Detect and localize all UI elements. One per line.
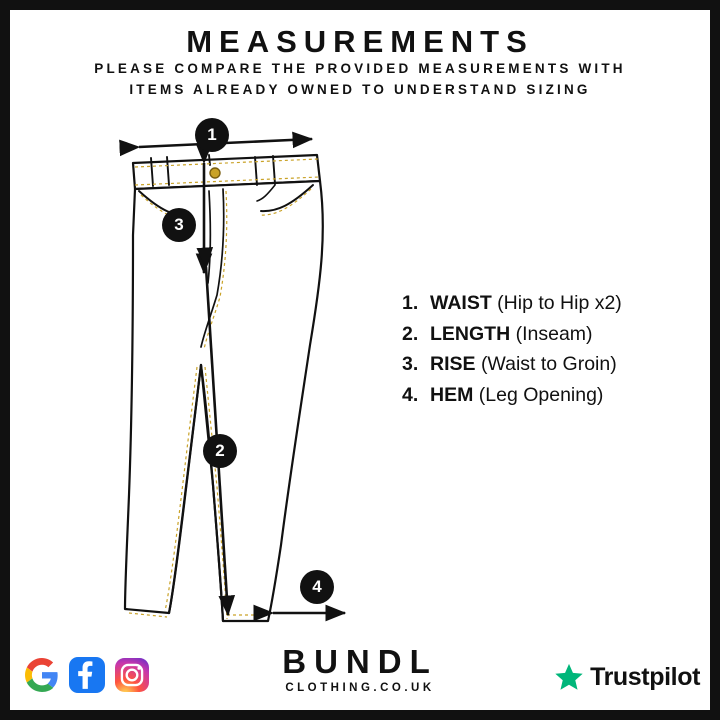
page-subtitle	[10, 58, 710, 100]
legend-number: 2.	[402, 322, 419, 345]
trustpilot-label: Trustpilot	[590, 662, 700, 691]
legend-item-length	[402, 319, 692, 350]
badge-hem: 4	[300, 570, 334, 604]
legend-item-rise	[402, 349, 692, 380]
legend-term: HEM	[430, 383, 474, 406]
legend-description: (Hip to Hip x2)	[497, 292, 622, 314]
measurement-legend	[402, 288, 692, 410]
legend-term: RISE	[430, 353, 476, 375]
badge-length: 2	[203, 434, 237, 468]
legend-term: WAIST	[430, 292, 492, 314]
legend-item-waist	[402, 288, 692, 319]
page-title: MEASUREMENTS	[186, 24, 534, 59]
legend-number: 3.	[402, 353, 419, 375]
badge-rise: 3	[162, 208, 196, 242]
subtitle-line-1: PLEASE COMPARE THE PROVIDED MEASUREMENTS WITH	[94, 61, 626, 76]
brand-domain: CLOTHING.CO.UK	[285, 682, 435, 694]
trustpilot-star-icon	[554, 662, 584, 692]
trustpilot-logo[interactable]	[554, 662, 700, 692]
legend-number: 4.	[402, 383, 419, 406]
brand-name: BUNDL	[282, 643, 438, 680]
legend-number: 1.	[402, 292, 419, 314]
content-area	[10, 10, 710, 710]
badge-waist: 1	[195, 118, 229, 152]
legend-description: (Leg Opening)	[478, 383, 604, 406]
legend-item-hem	[402, 380, 692, 411]
legend-description: (Inseam)	[515, 322, 593, 345]
legend-description: (Waist to Groin)	[480, 353, 617, 375]
subtitle-line-2: ITEMS ALREADY OWNED TO UNDERSTAND SIZING	[129, 82, 591, 97]
footer	[10, 620, 710, 710]
jeans-diagram	[105, 115, 415, 635]
measurement-arrows-svg	[105, 115, 415, 635]
legend-term: LENGTH	[430, 322, 511, 345]
